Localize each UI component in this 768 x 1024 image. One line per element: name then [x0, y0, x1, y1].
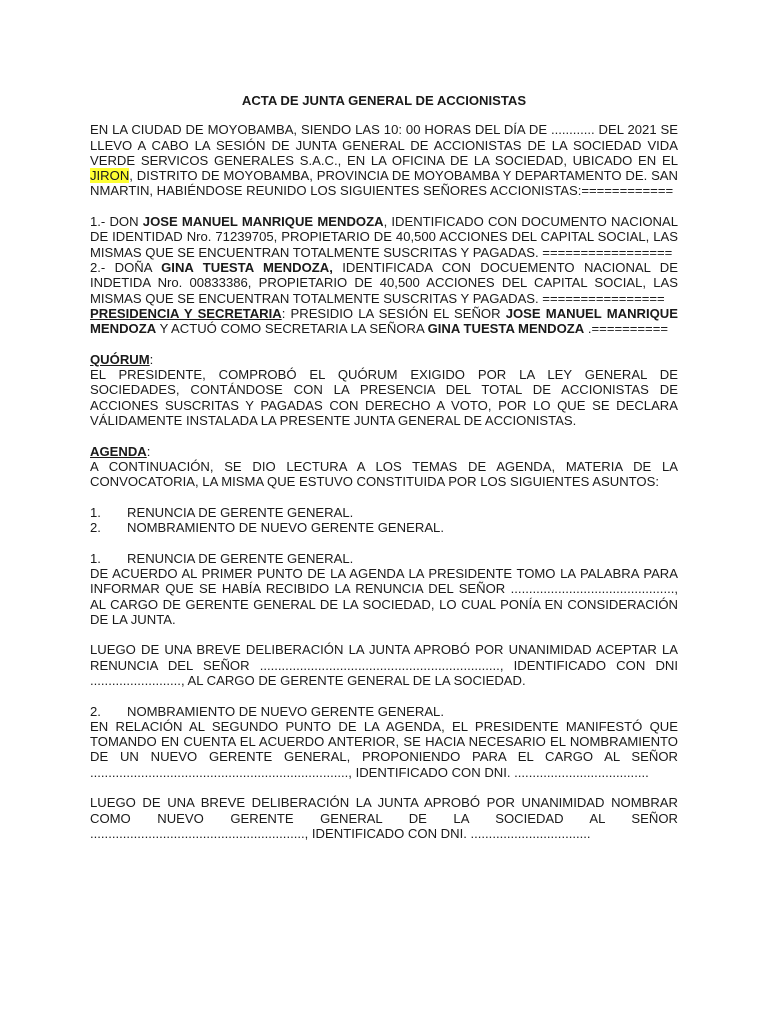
agenda-item-number: 1. — [90, 504, 101, 520]
point-1-title: RENUNCIA DE GERENTE GENERAL. — [127, 550, 354, 566]
agenda-item-label: RENUNCIA DE GERENTE GENERAL. — [127, 504, 354, 520]
shareholder-1-name: JOSE MANUEL MANRIQUE MENDOZA — [142, 214, 384, 230]
spacer — [90, 428, 678, 443]
agenda-item — [90, 520, 678, 535]
agenda-paragraph: A CONTINUACIÓN, SE DIO LECTURA A LOS TEMAS DE AGENDA, MATERIA DE LA CONVOCATORIA, LA MISMA QUE ESTUVO CONSTITUIDA POR LOS SIGUIENTES ASUNTOS: — [90, 458, 678, 490]
point-2-number: 2. — [90, 703, 101, 719]
highlighted-word: JIRON — [90, 168, 130, 184]
agenda-item-number: 2. — [90, 520, 101, 536]
agenda-item-label: NOMBRAMIENTO DE NUEVO GERENTE GENERAL. — [127, 520, 444, 536]
presidency-text-2: Y ACTUÓ COMO SECRETARIA LA SEÑORA — [156, 321, 428, 337]
spacer — [90, 688, 678, 703]
spacer — [90, 780, 678, 795]
point-2-heading — [90, 704, 678, 719]
intro-paragraph — [90, 122, 678, 198]
presidency-text-3: .========== — [584, 321, 668, 337]
agenda-item — [90, 505, 678, 520]
intro-text-2: , DISTRITO DE MOYOBAMBA, PROVINCIA DE MOYOBAMBA Y DEPARTAMENTO DE. SAN NMARTIN, HABIÉNDOSE REUNIDO LOS SIGUIENTES SEÑORES ACCIONISTAS:============ — [90, 168, 678, 199]
shareholder-2-text: IDENTIFICADA CON DOCUEMENTO NACIONAL DE INDETIDA Nro. 00833386, PROPIETARIO DE 40,500 ACCIONES DEL CAPITAL SOCIAL, LAS MISMAS QUE SE ENCUENTRAN TOTALMENTE SUSCRITAS Y PAGADAS. ================ — [90, 259, 678, 306]
document-title: ACTA DE JUNTA GENERAL DE ACCIONISTAS — [241, 93, 527, 108]
quorum-paragraph: EL PRESIDENTE, COMPROBÓ EL QUÓRUM EXIGIDO POR LA LEY GENERAL DE SOCIEDADES, CONTÁNDOSE CON LA PRESENCIA DEL TOTAL DE ACCIONISTAS DE ACCIONES SUSCRITAS Y PAGADAS CON DERECHO A VOTO, POR LO QUE SE DECLARA VÁLIDAMENTE INSTALADA LA PRESENTE JUNTA GENERAL DE ACCIONISTAS. — [90, 367, 678, 428]
point-2-title: NOMBRAMIENTO DE NUEVO GERENTE GENERAL. — [127, 703, 444, 719]
presidency-paragraph — [90, 306, 678, 337]
presidency-text-1: : PRESIDIO LA SESIÓN EL SEÑOR — [281, 305, 506, 321]
shareholder-1-text: , IDENTIFICADO CON DOCUMENTO NACIONAL DE IDENTIDAD Nro. 71239705, PROPIETARIO DE 40,500 ACCIONES DEL CAPITAL SOCIAL, LAS MISMAS QUE SE ENCUENTRAN TOTALMENTE SUSCRITAS Y PAGADAS. ================= — [90, 214, 678, 260]
agenda-heading: AGENDA — [90, 443, 147, 459]
spacer — [90, 199, 678, 214]
shareholder-1-paragraph — [90, 214, 678, 260]
point-1-resolution: LUEGO DE UNA BREVE DELIBERACIÓN LA JUNTA APROBÓ POR UNANIMIDAD ACEPTAR LA RENUNCIA DEL SEÑOR .................................................................., IDENTIFICADO CON DNI ........................., AL CARGO DE GERENTE GENERAL DE LA SOCIEDAD. — [90, 642, 678, 688]
spacer — [90, 489, 678, 504]
shareholder-1-prefix: 1.- DON — [90, 214, 143, 230]
intro-text-1: EN LA CIUDAD DE MOYOBAMBA, SIENDO LAS 10: 00 HORAS DEL DÍA DE ............ DEL 2021 SE LLEVO A CABO LA SESIÓN DE JUNTA GENERAL DE ACCIONISTAS DE LA SOCIEDAD VIDA VERDE SERVICOS GENERALES S.A.C., EN LA OFICINA DE LA SOCIEDAD, UBICADO EN EL — [90, 122, 678, 168]
president-name: JOSE MANUEL MANRIQUE MENDOZA — [90, 305, 678, 337]
agenda-colon: : — [146, 443, 151, 459]
point-1-number: 1. — [90, 550, 101, 566]
spacer — [90, 336, 678, 351]
secretary-name: GINA TUESTA MENDOZA — [427, 321, 585, 337]
point-2-resolution: LUEGO DE UNA BREVE DELIBERACIÓN LA JUNTA APROBÓ POR UNANIMIDAD NOMBRAR COMO NUEVO GERENTE GENERAL DE LA SOCIEDAD AL SEÑOR ..........................................................., IDENTIFICADO CON DNI. ................................. — [90, 795, 678, 841]
quorum-heading: QUÓRUM — [90, 351, 150, 367]
shareholder-2-paragraph — [90, 260, 678, 306]
point-1-heading — [90, 551, 678, 566]
point-1-paragraph: DE ACUERDO AL PRIMER PUNTO DE LA AGENDA LA PRESIDENTE TOMO LA PALABRA PARA INFORMAR QUE SE HABÍA RECIBIDO LA RENUNCIA DEL SEÑOR ............................................., AL CARGO DE GERENTE GENERAL DE LA SOCIEDAD, LO CUAL PONÍA EN CONSIDERACIÓN DE LA JUNTA. — [90, 565, 678, 627]
quorum-colon: : — [149, 351, 154, 367]
quorum-heading-line — [90, 352, 678, 367]
point-2-paragraph: EN RELACIÓN AL SEGUNDO PUNTO DE LA AGENDA, EL PRESIDENTE MANIFESTÓ QUE TOMANDO EN CUENTA EL ACUERDO ANTERIOR, SE HACIA NECESARIO EL NOMBRAMIENTO DE UN NUEVO GERENTE GENERAL, PROPONIENDO PARA EL CARGO AL SEÑOR ......................................................................., IDENTIFICADO CON DNI. ..................................... — [90, 718, 678, 780]
document-page — [90, 93, 678, 841]
shareholder-2-prefix: 2.- DOÑA — [90, 259, 162, 275]
spacer — [90, 535, 678, 550]
agenda-heading-line — [90, 444, 678, 459]
presidency-heading: PRESIDENCIA Y SECRETARIA — [90, 305, 282, 321]
spacer — [90, 627, 678, 642]
shareholder-2-name: GINA TUESTA MENDOZA, — [161, 259, 333, 275]
